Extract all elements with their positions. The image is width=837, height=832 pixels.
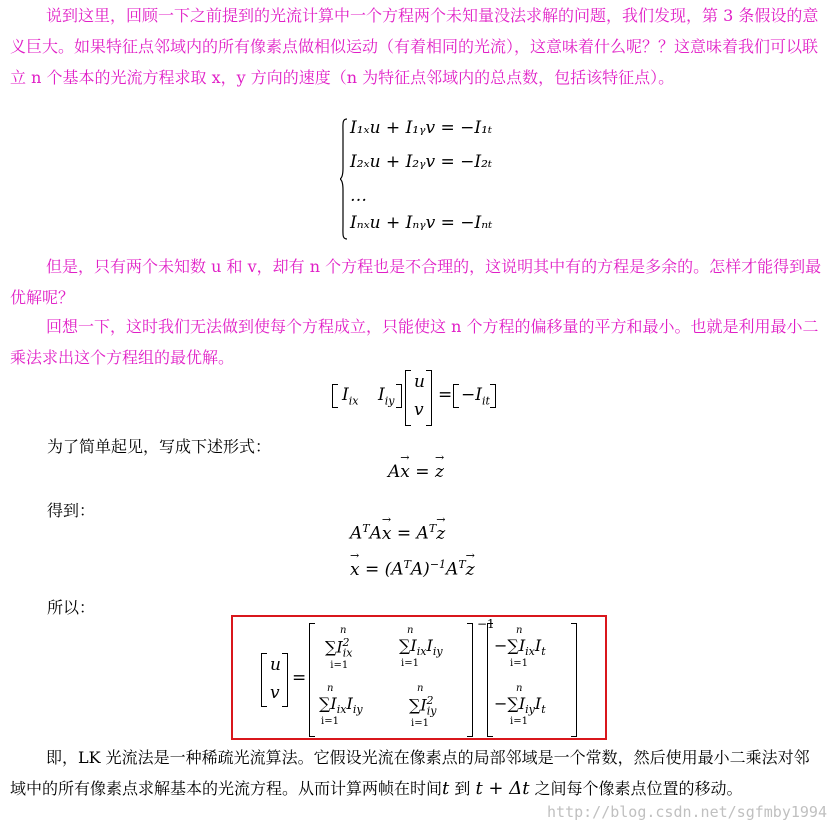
equation-row-n-text: Iₙₓu + Iₙᵧv = −Iₙₜ: [350, 213, 493, 233]
equation-row-2: [350, 152, 492, 172]
time-t: t: [442, 778, 450, 799]
highlight-box: [231, 615, 607, 740]
therefore-label: 所以：: [47, 598, 96, 617]
equation-row-1: [350, 118, 492, 138]
conclusion-to: 到: [449, 779, 476, 798]
bracket-right: [396, 384, 402, 408]
equation-ellipsis-text: …: [350, 186, 367, 206]
uv-bracket-left: [261, 653, 267, 707]
conclusion-paragraph: [10, 742, 825, 804]
equation-solution: x → = $(A^TA)^{-1}A^Tz$ →: [350, 548, 475, 580]
left-brace: [340, 118, 348, 240]
bracket-right-uv: [426, 370, 432, 426]
time-t-plus-dt: t + Δt: [475, 778, 530, 799]
matrix-cell-12: n $\sum I_{ix}I_{iy}$ i=1: [399, 625, 443, 670]
bracket-right-it: [490, 384, 496, 408]
conclusion-text-2: 之间每个像素点位置的移动。: [529, 779, 743, 798]
rhs-bracket-left: [487, 623, 493, 737]
bracket-left-uv: [405, 370, 411, 426]
equation-row-ellipsis: [350, 186, 367, 206]
equation-row-2-text: I₂ₓu + I₂ᵧv = −I₂ₜ: [350, 152, 493, 172]
matrix-cell-11: n $\sum I_{ix}^2$ i=1: [325, 625, 353, 671]
vector-v: v: [414, 400, 424, 420]
rhs-cell-1: n $-\sum I_{ix}I_t$ i=1: [494, 625, 546, 670]
result-equals: =: [292, 668, 307, 688]
bracket-left: [332, 384, 338, 408]
equation-normal: $A^TAx$ → = $A^Tz$ →: [350, 512, 446, 544]
inverse-exponent: −1: [477, 617, 495, 631]
matrix-cell-21: n $\sum I_{ix}I_{iy}$ i=1: [319, 683, 363, 728]
vector-u: u: [414, 372, 425, 392]
simplify-label: 为了简单起见，写成下述形式：: [47, 437, 272, 456]
equals-sign: =: [438, 385, 453, 405]
conclusion-text-1: 即，LK 光流法是一种稀疏光流算法。它假设光流在像素点的局部邻域是一个常数，然后使用最小二乘法对邻域中的所有像素点求解基本的光流方程。从而计算两帧在时间: [10, 748, 810, 798]
matrix-equation-1: [330, 370, 510, 426]
result-u: u: [270, 655, 281, 675]
equation-row-1-text: I₁ₓu + I₁ᵧv = −I₁ₜ: [350, 118, 493, 138]
obtain-label: 得到：: [47, 501, 96, 520]
result-v: v: [270, 683, 280, 703]
equation-ax-z: Ax → = z →: [388, 451, 445, 482]
matrix-entry-iy: $I_{iy}$: [378, 385, 395, 408]
watermark-url: http://blog.csdn.net/sgfmby1994: [547, 803, 827, 821]
matrix-bracket-right: [467, 623, 473, 737]
intro-paragraph: 说到这里，回顾一下之前提到的光流计算中一个方程两个未知量没法求解的问题，我们发现，第 3 条假设的意义巨大。如果特征点邻域内的所有像素点做相似运动（有着相同的光流），这意味着什么呢？？这意味着我们可以联立 n 个基本的光流方程求取 x，y 方向的速度（n 为特征点邻域内的总点数，包括该特征点）。: [10, 6, 819, 87]
uv-bracket-right: [282, 653, 288, 707]
bracket-left-it: [453, 384, 459, 408]
rhs-bracket-right: [571, 623, 577, 737]
matrix-cell-22: n $\sum I_{iy}^2$ i=1: [409, 683, 437, 729]
matrix-entry-it: $-I_{it}$: [461, 385, 490, 408]
matrix-bracket-left: [309, 623, 315, 737]
matrix-entry-ix: $I_{ix}$: [342, 385, 359, 408]
least-squares-paragraph: 回想一下，这时我们无法做到使每个方程成立，只能使这 n 个方程的偏移量的平方和最小。也就是利用最小二乘法求出这个方程组的最优解。: [10, 317, 819, 367]
rhs-cell-2: n $-\sum I_{iy}I_t$ i=1: [494, 683, 546, 728]
question-paragraph: 但是，只有两个未知数 u 和 v，却有 n 个方程也是不合理的，这说明其中有的方程是多余的。怎样才能得到最优解呢？: [10, 257, 822, 307]
equation-row-n: [350, 213, 492, 233]
